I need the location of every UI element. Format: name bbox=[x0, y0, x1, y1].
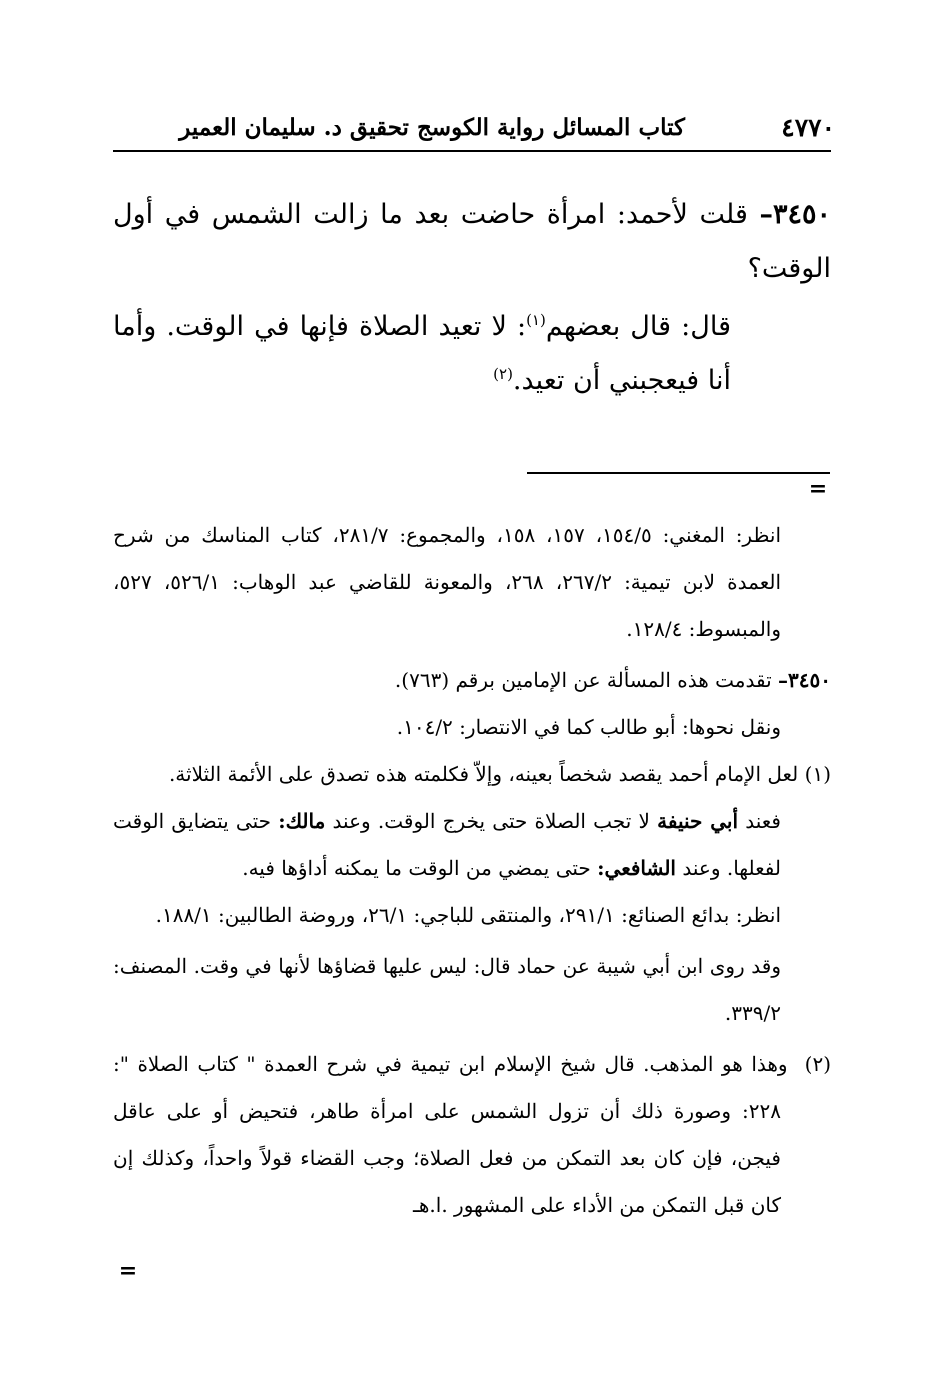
continuation-mark: = bbox=[808, 476, 828, 502]
footnote-2-text: وهذا هو المذهب. قال شيخ الإسلام ابن تيمية في شرح العمدة " كتاب الصلاة ": ٢٢٨: وصورة ذلك أن تزول الشمس على امرأة طاهر، فتحيض أو على عاقل فيجن، فإن كان بعد التمكن من فعل الصلاة؛ وجب القضاء قولاً واحداً، وكذلك إن كان قبل التمكن من الأداء على المشهور .ا.هـ bbox=[113, 1052, 788, 1217]
footnote-1-madhabs bbox=[113, 798, 831, 892]
footnote-1-marker: (١) bbox=[804, 762, 831, 786]
question-note-2: ونقل نحوها: أبو طالب كما في الانتصار: ١٠٤/٢. bbox=[396, 715, 781, 739]
main-text bbox=[113, 188, 831, 408]
question-text: قلت لأحمد: امرأة حاضت بعد ما زالت الشمس في أول الوقت؟ bbox=[113, 199, 831, 284]
footnote-1-first-line bbox=[113, 751, 831, 798]
answer-text-part1: قال: قال بعضهم bbox=[545, 311, 731, 342]
footnote-ref-1[interactable]: (١) bbox=[526, 311, 546, 329]
footnote-ref-2[interactable]: (٢) bbox=[493, 365, 513, 383]
question-note bbox=[113, 657, 831, 704]
footnote-separator bbox=[527, 472, 830, 474]
footnotes bbox=[113, 512, 831, 1229]
fn1-shafii: الشافعي: bbox=[597, 856, 676, 880]
header-rule bbox=[113, 150, 831, 152]
continuation-mark-bottom: = bbox=[118, 1258, 138, 1284]
answer-text-part2: : لا تعيد الصلاة فإنها في الوقت. وأما أنا فيعجبني أن تعيد. bbox=[113, 311, 731, 396]
question-note-text: تقدمت هذه المسألة عن الإمامين برقم (٧٦٣). bbox=[394, 668, 772, 692]
question-paragraph bbox=[113, 188, 831, 296]
question-number: ٣٤٥٠– bbox=[759, 199, 831, 230]
fn1-text-d: حتى يمضي من الوقت ما يمكنه أداؤها فيه. bbox=[242, 856, 598, 880]
fn1-text-c: حتى يتضايق الوقت لفعلها. وعند bbox=[113, 809, 781, 880]
footnote-1-athar: وقد روى ابن أبي شيبة عن حماد قال: ليس عليها قضاؤها لأنها في وقت. المصنف: ٣٣٩/٢. bbox=[113, 954, 781, 1025]
question-note-number: ٣٤٥٠– bbox=[778, 668, 831, 692]
page-number: ٤٧٧٠ bbox=[781, 113, 835, 142]
footnote-2 bbox=[113, 1041, 831, 1229]
fn1-malik: مالك: bbox=[278, 809, 326, 833]
fn1-text-b: لا تجب الصلاة حتى يخرج الوقت. وعند bbox=[325, 809, 658, 833]
footnote-1-refs: انظر: بدائع الصنائع: ٢٩١/١، والمنتقى للباجي: ٢٦/١، وروضة الطالبين: ١٨٨/١. bbox=[155, 903, 781, 927]
footnote-continued: انظر: المغني: ١٥٤/٥، ١٥٧، ١٥٨، والمجموع: ٢٨١/٧، كتاب المناسك من شرح العمدة لابن تيمية: ٢٦٧/٢، ٢٦٨، والمعونة للقاضي عبد الوهاب: ٥٢٦/١، ٥٢٧، والمبسوط: ١٢٨/٤. bbox=[113, 523, 782, 641]
footnote-2-marker: (٢) bbox=[804, 1052, 831, 1076]
running-title: كتاب المسائل رواية الكوسج تحقيق د. سليمان العمير bbox=[179, 114, 685, 141]
answer-paragraph bbox=[113, 300, 831, 408]
fn1-abu-hanifa: أبي حنيفة bbox=[657, 809, 739, 833]
footnote-1-text: لعل الإمام أحمد يقصد شخصاً بعينه، وإلاّ فكلمته هذه تصدق على الأئمة الثلاثة. bbox=[168, 762, 799, 786]
fn1-text-a: فعند bbox=[738, 809, 781, 833]
